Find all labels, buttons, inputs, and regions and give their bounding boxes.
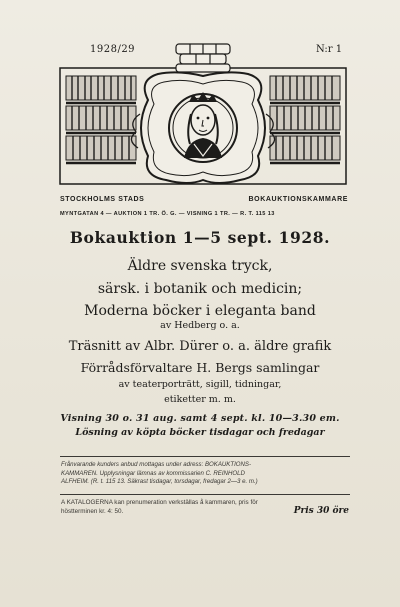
year-label: 1928/29 [90,44,136,55]
issue-number: N:r 1 [316,44,343,55]
notice-line: Frånvarande kunders anbud mottagas under adress: BOKAUKTIONS- [61,461,252,468]
divider-bottom [60,494,350,495]
saint-erik-medallion-icon [169,92,237,162]
content-line-2: särsk. i botanik och medicin; [97,281,303,297]
content-line-3: Moderna böcker i eleganta band [84,303,316,319]
content-line-7: av teaterporträtt, sigill, tidningar, [118,379,282,390]
book-stack-icon [176,44,230,72]
notice-line: KAMMAREN. Upplysningar lämnas av kommissarien C. REINHOLD [61,469,245,477]
divider-top [60,456,350,457]
emblem-illustration [58,40,348,192]
absentee-bid-notice [61,461,349,487]
price-label: Pris 30 öre [293,506,349,516]
content-line-1: Äldre svenska tryck, [127,258,273,274]
subscription-line: A KATALOGERNA kan prenumeration verkställas å kammaren, pris för [61,499,258,506]
content-line-8: etiketter m. m. [164,394,236,405]
content-line-5: Träsnitt av Albr. Dürer o. a. äldre grafik [68,339,332,354]
emblem-left-label: STOCKHOLMS STADS [60,196,145,203]
emblem-caption [60,196,348,203]
collection-days: Lösning av köpta böcker tisdagar och fredagar [75,427,325,438]
notice-line: ALFHEIM. (R. t. 115 13. Säkrast tisdagar, torsdagar, fredagar 2—3 e. m.) [61,478,258,485]
emblem-right-label: BOKAUKTIONSKAMMARE [248,196,348,203]
subscription-line: höstterminen kr. 4: 50. [61,507,124,515]
catalogue-subscription-note [61,499,281,516]
address-line: MYNTGATAN 4 — AUKTION 1 TR. Ö. G. — VISNING 1 TR. — R. T. 115 13 [60,211,275,217]
content-line-4: av Hedberg o. a. [160,320,240,331]
auction-headline: Bokauktion 1—5 sept. 1928. [69,228,331,247]
viewing-times: Visning 30 o. 31 aug. samt 4 sept. kl. 10—3.30 em. [60,413,340,424]
content-line-6: Förrådsförvaltare H. Bergs samlingar [80,360,320,375]
